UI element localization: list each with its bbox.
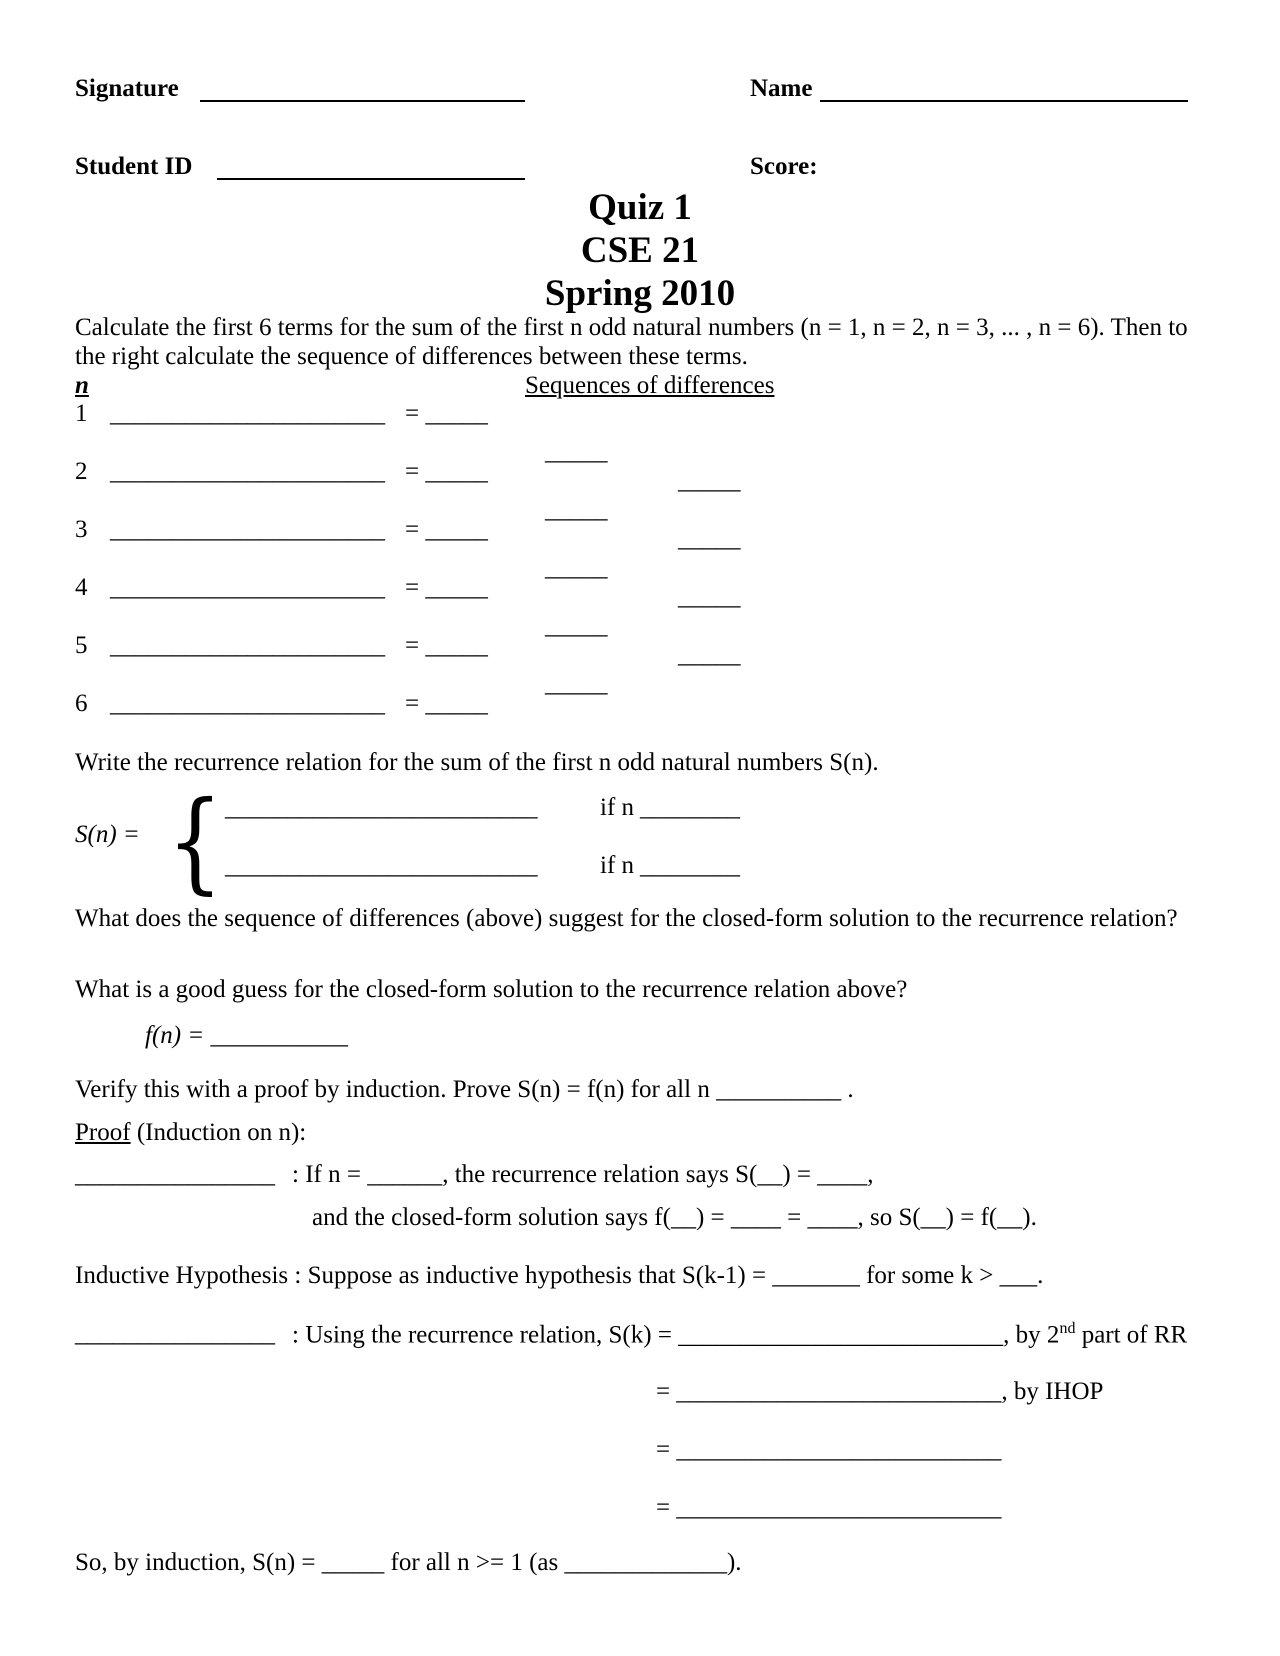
- differences-question: What does the sequence of differences (above) suggest for the closed-form solution to the recurrence relation?: [75, 905, 1178, 932]
- recurrence-condition-blank[interactable]: ________: [640, 852, 740, 879]
- row-value-blank[interactable]: = _____: [405, 690, 488, 717]
- inductive-step-line-1[interactable]: [292, 1320, 1187, 1349]
- row-expression-blank[interactable]: ______________________: [110, 574, 385, 601]
- second-difference-blank[interactable]: _____: [678, 525, 741, 552]
- ordinal-suffix: nd: [1059, 1320, 1076, 1337]
- recurrence-case-blank[interactable]: _________________________: [225, 852, 538, 879]
- n-column-header: n: [75, 372, 89, 399]
- row-expression-blank[interactable]: ______________________: [110, 632, 385, 659]
- intro-line-2: the right calculate the sequence of differences between these terms.: [75, 343, 748, 370]
- row-n-6: 6: [75, 690, 88, 717]
- row-n-5: 5: [75, 632, 88, 659]
- first-difference-blank[interactable]: _____: [545, 496, 608, 523]
- name-label: Name: [750, 75, 813, 102]
- row-value-blank[interactable]: = _____: [405, 632, 488, 659]
- recurrence-lhs: S(n) =: [75, 821, 140, 848]
- verify-statement: Verify this with a proof by induction. Prove S(n) = f(n) for all n __________ .: [75, 1076, 854, 1103]
- quiz-title: Quiz 1: [588, 187, 692, 228]
- student-id-field[interactable]: [217, 178, 525, 180]
- first-difference-blank[interactable]: _____: [545, 612, 608, 639]
- inductive-step-text: : Using the recurrence relation, S(k) = __________________________, by 2: [292, 1321, 1060, 1349]
- proof-heading: [75, 1119, 306, 1147]
- name-field[interactable]: [820, 100, 1188, 102]
- recurrence-question: Write the recurrence relation for the sum of the first n odd natural numbers S(n).: [75, 749, 879, 776]
- row-expression-blank[interactable]: ______________________: [110, 400, 385, 427]
- second-difference-blank[interactable]: _____: [678, 583, 741, 610]
- row-value-blank[interactable]: = _____: [405, 400, 488, 427]
- row-value-blank[interactable]: = _____: [405, 574, 488, 601]
- row-n-3: 3: [75, 516, 88, 543]
- signature-label: Signature: [75, 75, 179, 102]
- recurrence-condition-blank[interactable]: ________: [640, 794, 740, 821]
- student-id-label: Student ID: [75, 153, 193, 180]
- recurrence-condition-label: if n: [600, 794, 635, 821]
- second-difference-blank[interactable]: _____: [678, 467, 741, 494]
- differences-header: Sequences of differences: [525, 372, 775, 399]
- first-difference-blank[interactable]: _____: [545, 670, 608, 697]
- row-value-blank[interactable]: = _____: [405, 516, 488, 543]
- term-title: Spring 2010: [544, 273, 736, 314]
- closed-form-question: What is a good guess for the closed-form solution to the recurrence relation above?: [75, 976, 908, 1003]
- inductive-step-label-blank[interactable]: ________________: [75, 1320, 275, 1347]
- intro-line-1: Calculate the first 6 terms for the sum of the first n odd natural numbers (n = 1, n = 2, n = 3, ... , n = 6). Then to: [75, 314, 1188, 341]
- row-expression-blank[interactable]: ______________________: [110, 458, 385, 485]
- recurrence-condition-label: if n: [600, 852, 635, 879]
- conclusion[interactable]: So, by induction, S(n) = _____ for all n >= 1 (as _____________).: [75, 1549, 742, 1576]
- base-case-line-2[interactable]: and the closed-form solution says f(__) = ____ = ____, so S(__) = f(__).: [312, 1204, 1037, 1231]
- algebra-step[interactable]: = __________________________: [656, 1494, 1002, 1521]
- left-brace-icon: {: [167, 777, 223, 905]
- base-case-label-blank[interactable]: ________________: [75, 1161, 275, 1188]
- recurrence-case-blank[interactable]: _________________________: [225, 794, 538, 821]
- row-n-4: 4: [75, 574, 88, 601]
- closed-form-answer[interactable]: f(n) = ___________: [145, 1022, 348, 1049]
- row-n-2: 2: [75, 458, 88, 485]
- inductive-hypothesis[interactable]: Inductive Hypothesis : Suppose as inductive hypothesis that S(k-1) = _______ for some k > ___.: [75, 1262, 1044, 1289]
- row-n-1: 1: [75, 400, 88, 427]
- score-label: Score:: [750, 153, 818, 180]
- ihop-step[interactable]: = __________________________, by IHOP: [656, 1378, 1104, 1405]
- base-case-line-1[interactable]: : If n = ______, the recurrence relation says S(__) = ____,: [292, 1161, 874, 1188]
- inductive-step-end: part of RR: [1075, 1321, 1188, 1349]
- row-value-blank[interactable]: = _____: [405, 458, 488, 485]
- course-title: CSE 21: [580, 230, 700, 271]
- proof-heading-rest: (Induction on n):: [130, 1119, 307, 1146]
- row-expression-blank[interactable]: ______________________: [110, 690, 385, 717]
- algebra-step[interactable]: = __________________________: [656, 1436, 1002, 1463]
- first-difference-blank[interactable]: _____: [545, 438, 608, 465]
- signature-field[interactable]: [200, 100, 525, 102]
- row-expression-blank[interactable]: ______________________: [110, 516, 385, 543]
- second-difference-blank[interactable]: _____: [678, 641, 741, 668]
- first-difference-blank[interactable]: _____: [545, 554, 608, 581]
- proof-word: Proof: [75, 1119, 131, 1146]
